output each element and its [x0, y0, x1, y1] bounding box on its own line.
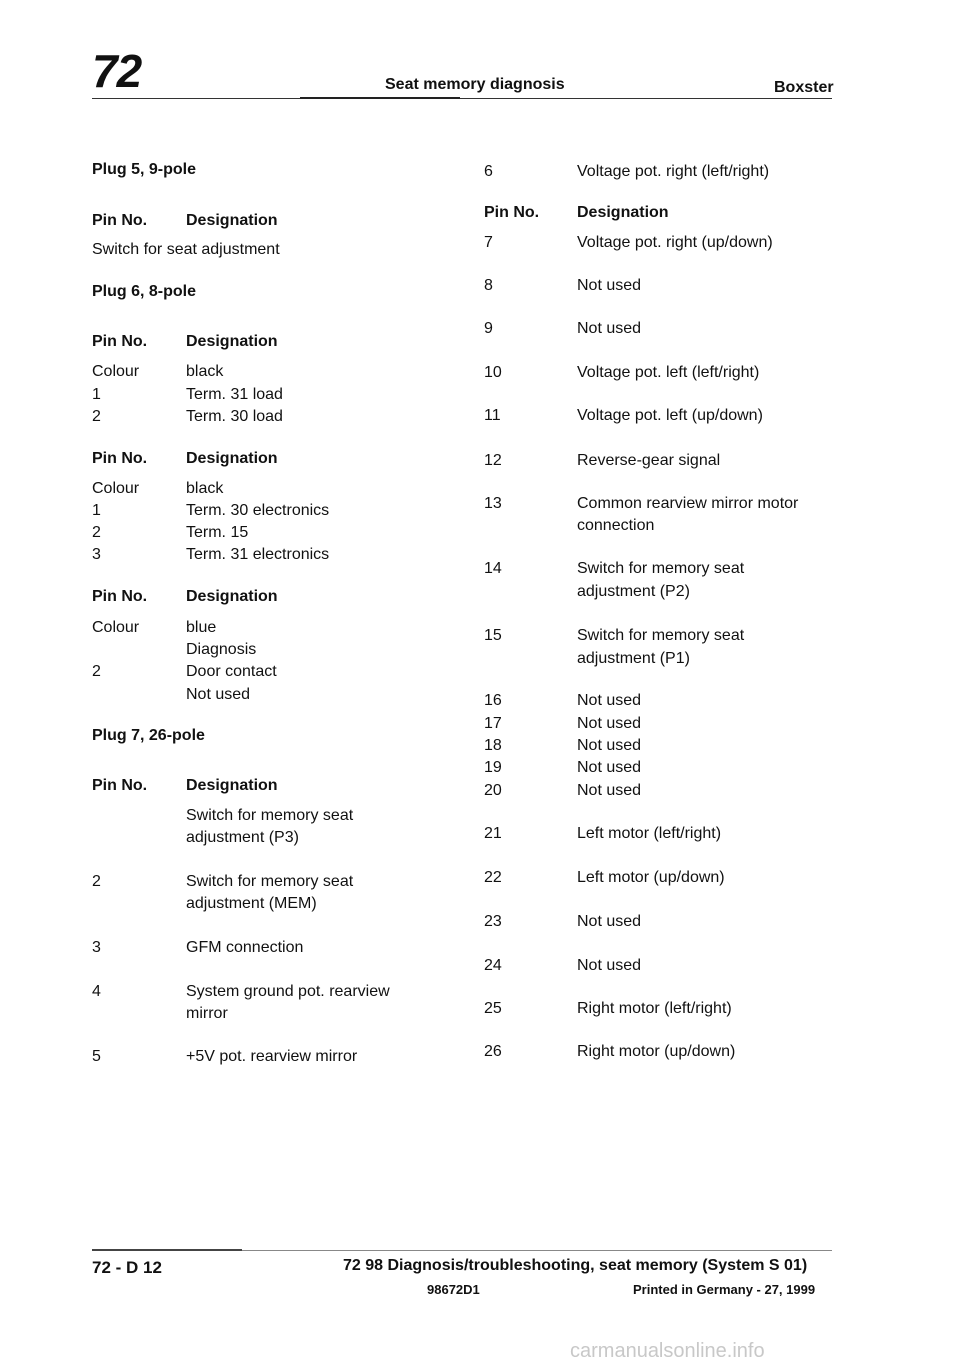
rt-row-designation: Switch for memory seat: [577, 627, 745, 644]
t4-row-designation: System ground pot. rearview: [186, 983, 390, 1000]
t4-row-designation: Switch for memory seat: [186, 873, 354, 890]
t1-row-designation: Term. 30 load: [186, 408, 283, 425]
rt-row-pin: 6: [484, 163, 493, 180]
plug5-switch-text: Switch for seat adjustment: [92, 241, 280, 258]
rt-row-pin: 14: [484, 560, 502, 577]
t4-row-pin: 3: [92, 939, 101, 956]
t1-row-pin: 2: [92, 408, 101, 425]
t3-row-designation: blue: [186, 619, 217, 636]
rt-row-designation: Not used: [577, 320, 642, 337]
t3-designation-header: Designation: [186, 588, 278, 605]
t4-pin-header: Pin No.: [92, 777, 148, 794]
rt-row-designation: Not used: [577, 715, 642, 732]
page-title: Seat memory diagnosis: [385, 76, 565, 93]
plug5-pin-header: Pin No.: [92, 212, 148, 229]
t1-row-designation: Term. 31 load: [186, 386, 283, 403]
t4-row-designation-cont: adjustment (P3): [186, 829, 299, 846]
rt-row-pin: 9: [484, 320, 493, 337]
rt-row-pin: 21: [484, 825, 502, 842]
rt-row-pin: 16: [484, 692, 502, 709]
t4-row-designation-cont: mirror: [186, 1005, 228, 1022]
rt-row-designation: Common rearview mirror motor: [577, 495, 799, 512]
t4-row-pin: 5: [92, 1048, 101, 1065]
rt-row-designation: Not used: [577, 759, 642, 776]
header-rule: [92, 98, 832, 99]
model-name: Boxster: [774, 79, 834, 96]
rt-row-designation: Right motor (left/right): [577, 1000, 732, 1017]
rt-row-designation: Voltage pot. left (left/right): [577, 364, 760, 381]
t2-row-pin: 2: [92, 524, 101, 541]
rt-pin-header: Pin No.: [484, 204, 540, 221]
t3-row-pin: 2: [92, 663, 101, 680]
rt-row-designation: Not used: [577, 782, 642, 799]
rt-row-pin: 11: [484, 407, 501, 424]
watermark: carmanualsonline.info: [570, 1340, 765, 1362]
document-code: 98672D1: [427, 1282, 480, 1297]
plug5-designation-header: Designation: [186, 212, 278, 229]
t4-row-designation: +5V pot. rearview mirror: [186, 1048, 358, 1065]
header-rule-accent: [300, 97, 460, 99]
t2-row-pin: 3: [92, 546, 101, 563]
page-number: 72 - D 12: [92, 1258, 162, 1277]
t4-row-designation: GFM connection: [186, 939, 304, 956]
rt-row-pin: 8: [484, 277, 493, 294]
footer-rule-accent: [92, 1249, 242, 1251]
rt-row-pin: 22: [484, 869, 502, 886]
t1-designation-header: Designation: [186, 333, 278, 350]
t1-pin-header: Pin No.: [92, 333, 148, 350]
rt-row-pin: 25: [484, 1000, 502, 1017]
rt-row-pin: 20: [484, 782, 502, 799]
rt-row-designation: Switch for memory seat: [577, 560, 745, 577]
t1-row-pin: Colour: [92, 363, 140, 380]
rt-row-designation: Not used: [577, 957, 642, 974]
plug5-title: Plug 5, 9-pole: [92, 161, 197, 178]
rt-row-designation: Left motor (up/down): [577, 869, 725, 886]
t2-row-designation: black: [186, 480, 224, 497]
rt-row-pin: 19: [484, 759, 502, 776]
t1-row-designation: black: [186, 363, 224, 380]
t2-designation-header: Designation: [186, 450, 278, 467]
rt-row-pin: 17: [484, 715, 502, 732]
t4-designation-header: Designation: [186, 777, 278, 794]
rt-row-designation: Voltage pot. left (up/down): [577, 407, 763, 424]
rt-row-designation-cont: adjustment (P2): [577, 583, 690, 600]
t2-row-designation: Term. 15: [186, 524, 249, 541]
t4-row-designation-cont: adjustment (MEM): [186, 895, 317, 912]
rt-row-designation: Not used: [577, 737, 642, 754]
rt-row-designation: Not used: [577, 277, 642, 294]
rt-row-pin: 24: [484, 957, 502, 974]
rt-row-pin: 18: [484, 737, 502, 754]
rt-row-designation: Voltage pot. right (left/right): [577, 163, 770, 180]
rt-row-pin: 12: [484, 452, 502, 469]
plug6-title: Plug 6, 8-pole: [92, 283, 197, 300]
rt-row-pin: 15: [484, 627, 502, 644]
t1-row-pin: 1: [92, 386, 101, 403]
rt-row-designation: Left motor (left/right): [577, 825, 722, 842]
rt-row-designation: Voltage pot. right (up/down): [577, 234, 773, 251]
rt-row-designation: Right motor (up/down): [577, 1043, 736, 1060]
rt-row-pin: 10: [484, 364, 502, 381]
rt-row-designation: Reverse-gear signal: [577, 452, 721, 469]
t2-row-designation: Term. 30 electronics: [186, 502, 330, 519]
rt-row-pin: 23: [484, 913, 502, 930]
plug7-title: Plug 7, 26-pole: [92, 727, 205, 744]
t3-row-designation: Door contact: [186, 663, 277, 680]
rt-row-pin: 7: [484, 234, 493, 251]
rt-row-pin: 26: [484, 1043, 502, 1060]
t2-row-pin: 1: [92, 502, 101, 519]
rt-row-pin: 13: [484, 495, 502, 512]
t2-row-designation: Term. 31 electronics: [186, 546, 330, 563]
rt-row-designation: Not used: [577, 692, 642, 709]
t4-row-designation: Switch for memory seat: [186, 807, 354, 824]
t3-pin-header: Pin No.: [92, 588, 148, 605]
rt-row-designation-cont: adjustment (P1): [577, 650, 690, 667]
t3-row-pin: Colour: [92, 619, 140, 636]
t3-row-designation: Not used: [186, 686, 251, 703]
rt-row-designation-cont: connection: [577, 517, 655, 534]
t4-row-pin: 4: [92, 983, 101, 1000]
t2-pin-header: Pin No.: [92, 450, 148, 467]
rt-designation-header: Designation: [577, 204, 669, 221]
printed-note: Printed in Germany - 27, 1999: [633, 1282, 816, 1297]
t2-row-pin: Colour: [92, 480, 140, 497]
section-title: 72 98 Diagnosis/troubleshooting, seat memory (System S 01): [343, 1257, 808, 1274]
chapter-number: 72: [92, 45, 142, 97]
rt-row-designation: Not used: [577, 913, 642, 930]
t3-row-designation: Diagnosis: [186, 641, 257, 658]
t4-row-pin: 2: [92, 873, 101, 890]
